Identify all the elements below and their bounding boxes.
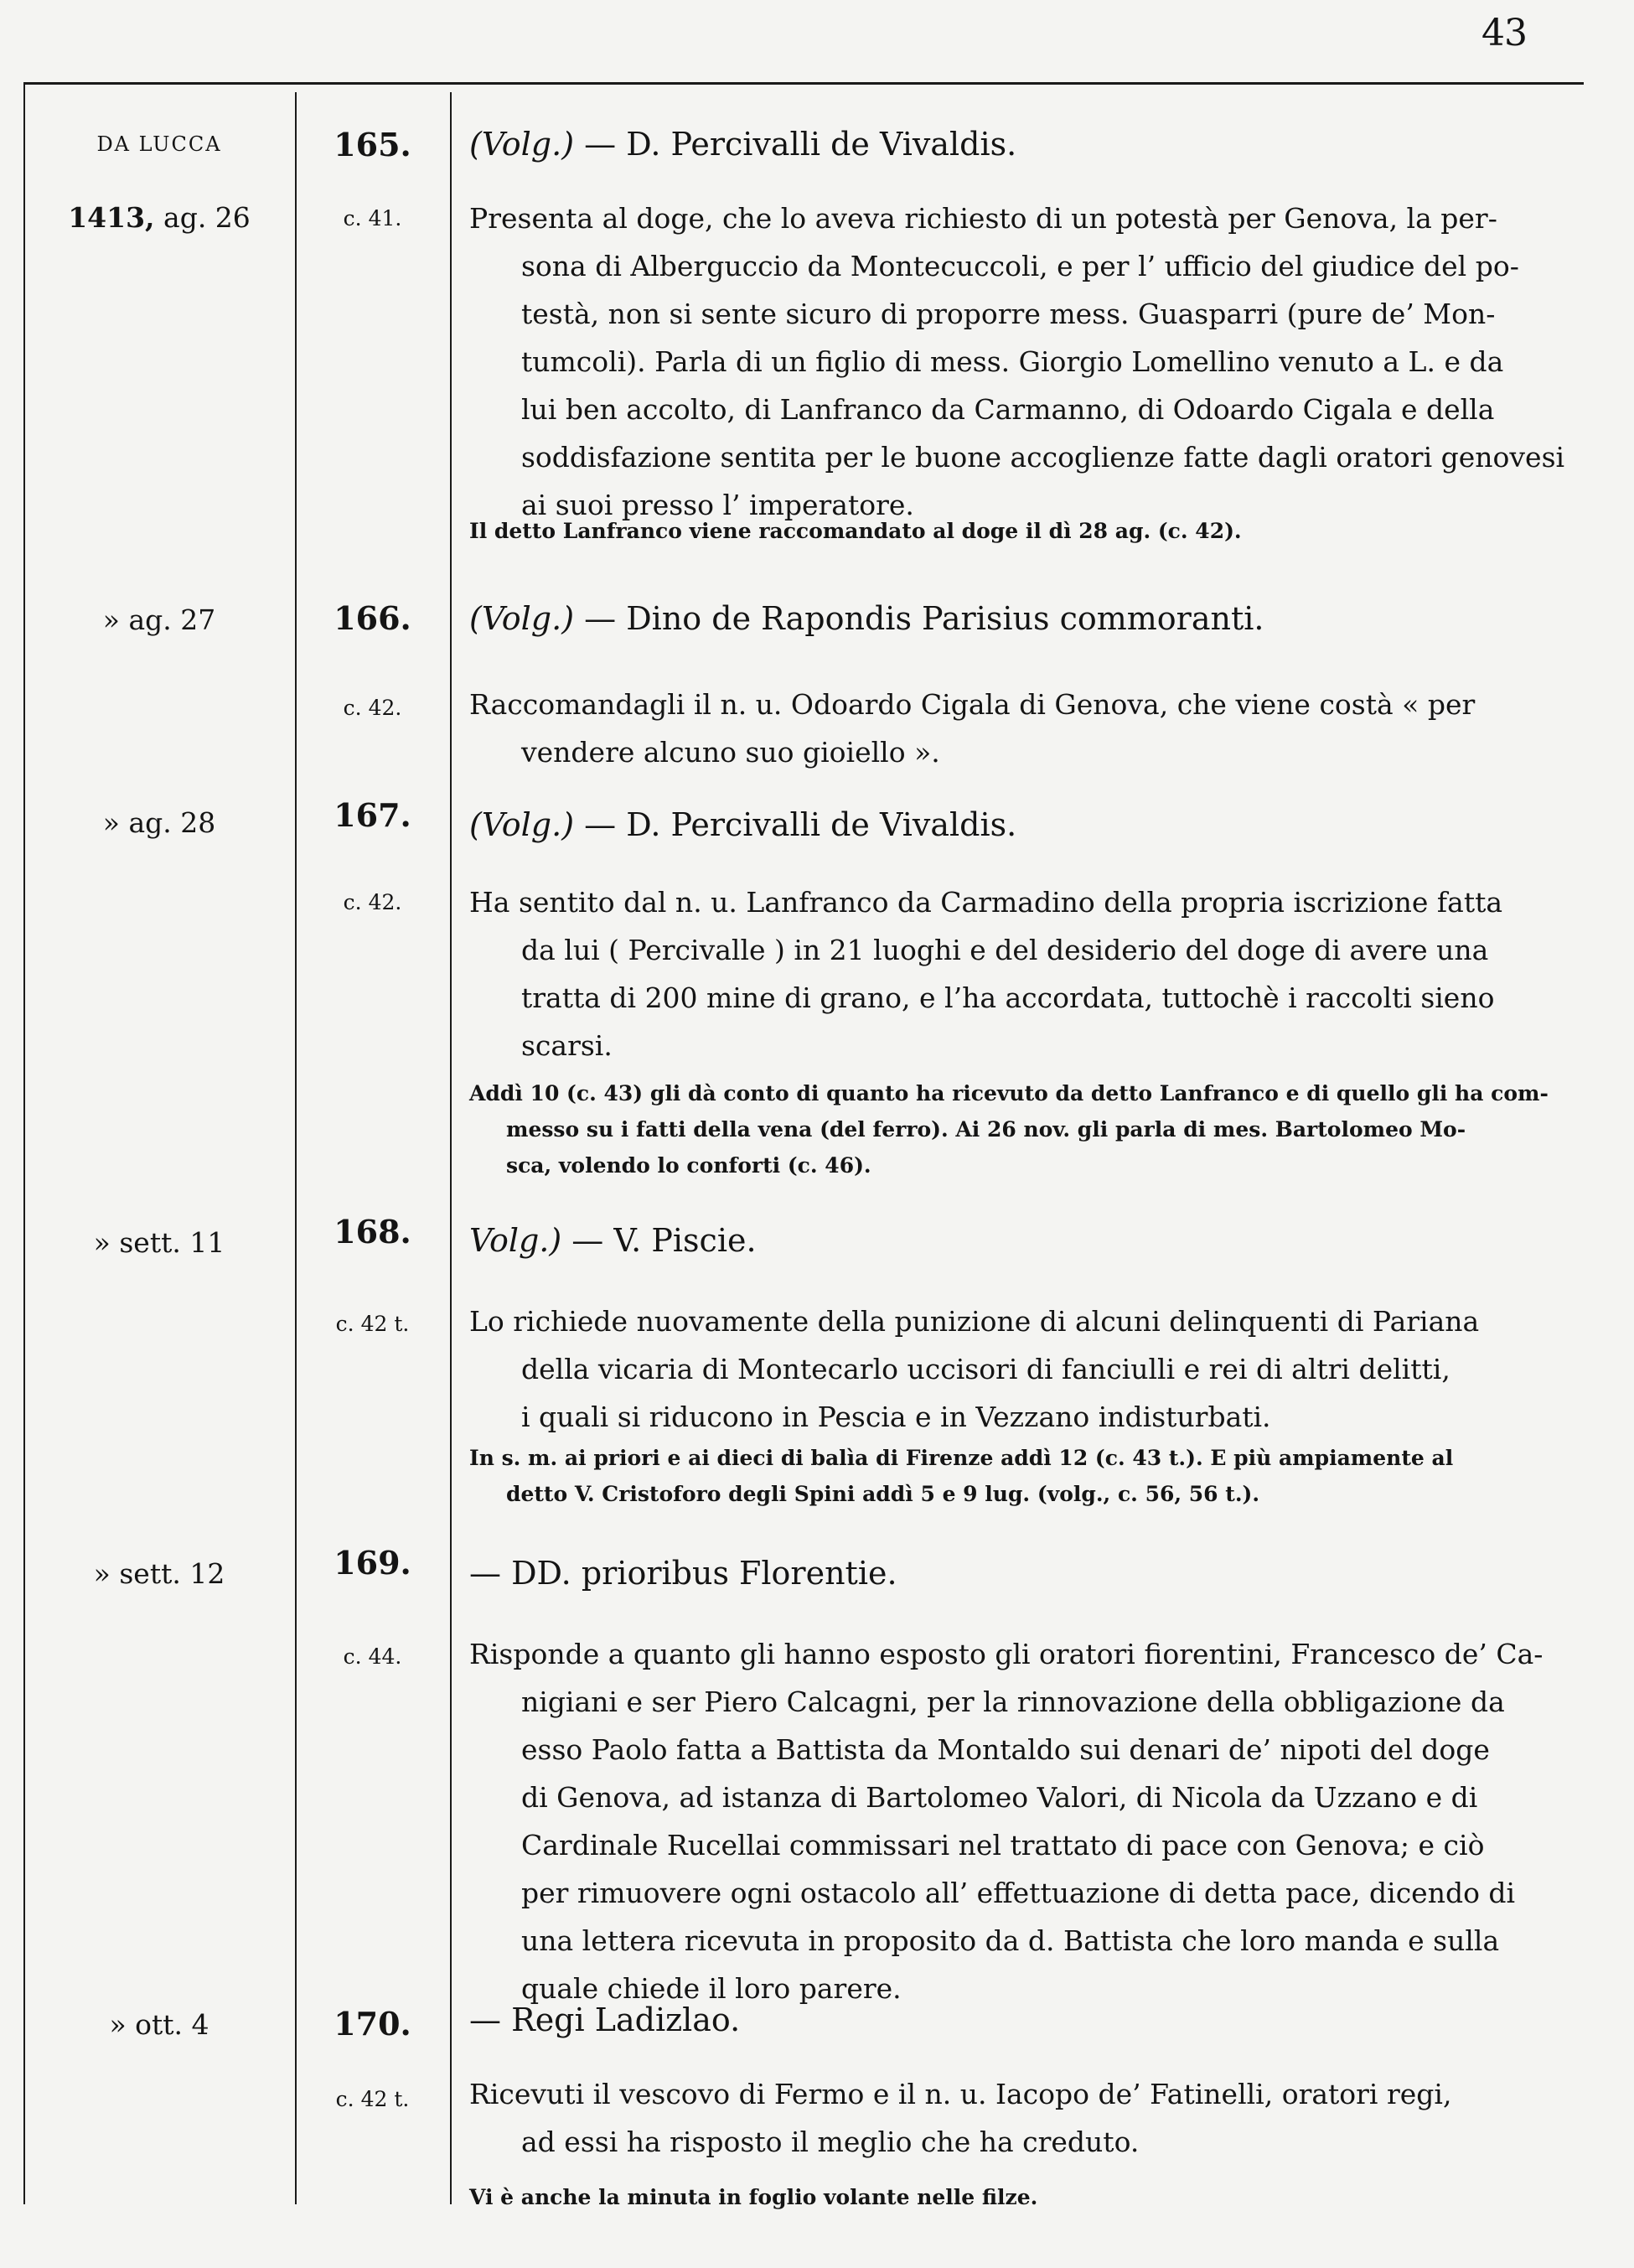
entry-title: — Regi Ladizlao. — [469, 2001, 741, 2038]
entry-date: » sett. 11 — [93, 1226, 225, 1259]
entry-body: Ha sentito dal n. u. Lanfranco da Carmadino della propria iscrizione fatta da lui ( Percivalle ) in 21 luoghi e del desiderio del doge di avere una tratta di 200 mine di grano, e l’ha accordata, tuttochè i raccolti sieno scarsi. — [469, 886, 1503, 1062]
entry-title: (Volg.) — D. Percivalli de Vivaldis. — [469, 126, 1017, 163]
entry-number: 168. — [334, 1213, 411, 1251]
entry-date: 1413, ag. 26 — [68, 201, 251, 234]
carta-reference: c. 42 t. — [335, 2087, 410, 2111]
entry-date: » ag. 28 — [102, 806, 216, 839]
column-divider-date — [295, 92, 297, 2204]
entry-number: 169. — [334, 1544, 411, 1582]
carta-reference: c. 42 t. — [335, 1312, 410, 1336]
entry-date: » sett. 12 — [93, 1557, 225, 1590]
entry-note: Il detto Lanfranco viene raccomandato al doge il dì 28 ag. (c. 42). — [469, 519, 1242, 543]
carta-reference: c. 42. — [343, 696, 402, 720]
carta-reference: c. 41. — [343, 206, 402, 230]
entry-body: Ricevuti il vescovo di Fermo e il n. u. Iacopo de’ Fatinelli, oratori regi, ad essi ha risposto il meglio che ha creduto. — [469, 2078, 1452, 2158]
entry-date: » ott. 4 — [109, 2008, 209, 2041]
entry-note: In s. m. ai priori e ai dieci di balìa di Firenze addì 12 (c. 43 t.). E più ampiamente al detto V. Cristoforo degli Spini addì 5 e 9 lug. (volg., c. 56, 56 t.). — [469, 1446, 1454, 1506]
entry-body: Presenta al doge, che lo aveva richiesto di un potestà per Genova, la per- sona di Alberguccio da Montecuccoli, e per l’ ufficio del giudice del po- testà, non si sente sicuro di proporre mess. Guasparri (pure de’ Mon- tumcoli). Parla di un figlio di mess. Giorgio Lomellino venuto a L. e da lui ben accolto, di Lanfranco da Carmanno, di Odoardo Cigala e della soddisfazione sentita per le buone accoglienze fatte dagli oratori genovesi ai suoi presso l’ imperatore. — [469, 202, 1565, 521]
entry-body: Risponde a quanto gli hanno esposto gli oratori fiorentini, Francesco de’ Ca- nigiani e ser Piero Calcagni, per la rinnovazione della obbligazione da esso Paolo fatta a Battista da Montaldo sui denari de’ nipoti del doge di Genova, ad istanza di Bartolomeo Valori, di Nicola da Uzzano e di Cardinale Rucellai commissari nel trattato di pace con Genova; e ciò per rimuovere ogni ostacolo all’ effettuazione di detta pace, dicendo di una lettera ricevuta in proposito da d. Battista che loro manda e sulla quale chiede il loro parere. — [469, 1638, 1544, 2005]
section-header: DA LUCCA — [96, 132, 222, 156]
entry-number: 166. — [334, 599, 411, 637]
left-border — [23, 84, 25, 2204]
entry-body: Raccomandagli il n. u. Odoardo Cigala di Genova, che viene costà « per vendere alcuno suo gioiello ». — [469, 688, 1476, 769]
entry-body: Lo richiede nuovamente della punizione di alcuni delinquenti di Pariana della vicaria di Montecarlo uccisori di fanciulli e rei di altri delitti, i quali si riducono in Pescia e in Vezzano indisturbati. — [469, 1305, 1480, 1433]
top-rule — [23, 82, 1584, 85]
carta-reference: c. 42. — [343, 890, 402, 914]
entry-title: Volg.) — V. Piscie. — [469, 1222, 757, 1259]
column-divider-number — [450, 92, 452, 2204]
carta-reference: c. 44. — [343, 1644, 402, 1669]
entry-note: Vi è anche la minuta in foglio volante nelle filze. — [469, 2185, 1038, 2209]
page-number: 43 — [1481, 12, 1527, 54]
entry-title: (Volg.) — Dino de Rapondis Parisius commoranti. — [469, 600, 1264, 637]
entry-date: » ag. 27 — [102, 603, 216, 636]
entry-number: 170. — [334, 2005, 411, 2043]
entry-number: 165. — [334, 126, 411, 163]
entry-title: — DD. prioribus Florentie. — [469, 1555, 897, 1592]
entry-number: 167. — [334, 796, 411, 834]
entry-title: (Volg.) — D. Percivalli de Vivaldis. — [469, 806, 1017, 843]
entry-note: Addì 10 (c. 43) gli dà conto di quanto ha ricevuto da detto Lanfranco e di quello gli ha com- messo su i fatti della vena (del ferro). Ai 26 nov. gli parla di mes. Bartolomeo Mo- sca, volendo lo conforti (c. 46). — [469, 1081, 1549, 1178]
